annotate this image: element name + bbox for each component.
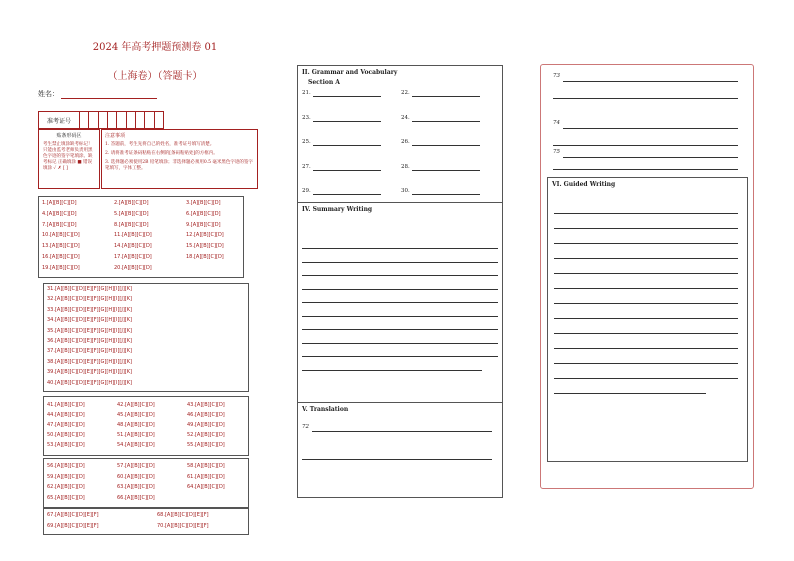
answer-option-row[interactable]: 14.[A][B][C][D] xyxy=(114,243,152,250)
answer-option-row[interactable]: 48.[A][B][C][D] xyxy=(117,422,155,428)
section-guided-title: VI. Guided Writing xyxy=(552,181,616,188)
answer-option-row[interactable]: 32.[A][B][C][D][E][F][G][H][I][J][K] xyxy=(47,296,132,303)
answer-option-row[interactable]: 9.[A][B][C][D] xyxy=(186,221,221,228)
name-label: 姓名： xyxy=(38,90,59,98)
exam-number-box xyxy=(38,111,164,129)
exam-number-cell[interactable] xyxy=(145,112,154,128)
question-number: 72 xyxy=(302,424,309,430)
answer-line[interactable] xyxy=(563,81,738,82)
section-grammar-title: II. Grammar and Vocabulary xyxy=(302,69,398,76)
answer-line[interactable] xyxy=(302,329,498,330)
barcode-mark-box xyxy=(38,129,100,189)
answer-line[interactable] xyxy=(302,370,482,371)
answer-line[interactable] xyxy=(554,363,738,364)
answer-option-row[interactable]: 8.[A][B][C][D] xyxy=(114,221,149,228)
exam-number-label: 准考证号 xyxy=(39,112,80,128)
section-translation-title: V. Translation xyxy=(302,406,349,413)
answer-line[interactable] xyxy=(302,343,498,344)
answer-line[interactable] xyxy=(412,170,480,171)
mc-block-5 xyxy=(43,508,249,535)
answer-line[interactable] xyxy=(412,121,480,122)
exam-number-cell[interactable] xyxy=(108,112,117,128)
answer-option-row[interactable]: 6.[A][B][C][D] xyxy=(186,210,221,217)
answer-option-row[interactable]: 49.[A][B][C][D] xyxy=(187,422,225,428)
answer-option-row[interactable]: 42.[A][B][C][D] xyxy=(117,402,155,408)
answer-line[interactable] xyxy=(554,393,706,394)
answer-line[interactable] xyxy=(554,333,738,334)
mc-block-1 xyxy=(38,196,244,278)
answer-option-row[interactable]: 68.[A][B][C][D][E][F] xyxy=(157,512,209,518)
answer-option-row[interactable]: 31.[A][B][C][D][E][F][G][H][I][J][K] xyxy=(47,286,132,292)
answer-line[interactable] xyxy=(302,302,498,303)
mc-block-2 xyxy=(43,283,249,392)
exam-number-cell[interactable] xyxy=(117,112,126,128)
answer-line[interactable] xyxy=(302,275,498,276)
answer-option-row[interactable]: 56.[A][B][C][D] xyxy=(47,463,85,469)
answer-line[interactable] xyxy=(302,316,498,317)
answer-option-row[interactable]: 13.[A][B][C][D] xyxy=(42,243,80,250)
page-subtitle: （上海卷）（答题卡） xyxy=(107,71,203,82)
notes-item: 3. 选择题必须使用2B 铅笔填涂；非选择题必须用0.5 毫米黑色字迹的签字笔填写，字体工整。 xyxy=(105,160,253,171)
answer-line[interactable] xyxy=(553,169,738,170)
answer-option-row[interactable]: 35.[A][B][C][D][E][F][G][H][I][J][K] xyxy=(47,327,132,334)
page-title: 2024 年高考押题预测卷 01 xyxy=(92,42,218,53)
section-translation xyxy=(297,402,503,498)
barcode-heading: 贴条形码区 xyxy=(56,133,82,139)
answer-option-row[interactable]: 53.[A][B][C][D] xyxy=(47,442,85,448)
section-grammar xyxy=(297,65,503,204)
mc-block-4 xyxy=(43,458,249,508)
answer-option-row[interactable]: 17.[A][B][C][D] xyxy=(114,254,152,260)
barcode-text: 考生禁止填涂缺考标记！只能由监考老师负责用黑色字迹的签字笔填涂。缺考标记 正确填涂 ■ 错误填涂 ✓ ✗ [ ] xyxy=(43,142,93,171)
answer-line[interactable] xyxy=(563,128,738,129)
answer-option-row[interactable]: 47.[A][B][C][D] xyxy=(47,422,85,428)
notes-heading: 注意事项 xyxy=(105,133,126,139)
question-number: 30. xyxy=(401,188,410,194)
answer-option-row[interactable]: 4.[A][B][C][D] xyxy=(42,210,77,217)
answer-line[interactable] xyxy=(313,170,381,171)
question-number: 22. xyxy=(401,90,410,96)
answer-line[interactable] xyxy=(302,356,498,357)
answer-option-row[interactable]: 3.[A][B][C][D] xyxy=(186,200,221,206)
exam-number-cell[interactable] xyxy=(127,112,136,128)
answer-line[interactable] xyxy=(554,273,738,274)
answer-option-row[interactable]: 55.[A][B][C][D] xyxy=(187,442,225,448)
answer-option-row[interactable]: 51.[A][B][C][D] xyxy=(117,432,155,438)
answer-line[interactable] xyxy=(312,431,492,432)
answer-option-row[interactable]: 46.[A][B][C][D] xyxy=(187,412,225,418)
exam-number-cell[interactable] xyxy=(136,112,145,128)
answer-option-row[interactable]: 2.[A][B][C][D] xyxy=(114,200,149,206)
exam-number-cell[interactable] xyxy=(155,112,163,128)
answer-option-row[interactable]: 65.[A][B][C][D] xyxy=(47,494,85,501)
answer-option-row[interactable]: 33.[A][B][C][D][E][F][G][H][I][J][K] xyxy=(47,306,132,313)
answer-line[interactable] xyxy=(554,303,738,304)
answer-option-row[interactable]: 40.[A][B][C][D][E][F][G][H][I][J][K] xyxy=(47,379,132,386)
answer-option-row[interactable]: 54.[A][B][C][D] xyxy=(117,442,155,448)
question-number: 21. xyxy=(302,90,311,96)
answer-line[interactable] xyxy=(554,318,738,319)
section-guided-writing xyxy=(547,177,748,462)
question-number: 29. xyxy=(302,188,311,194)
answer-line[interactable] xyxy=(302,262,498,263)
answer-option-row[interactable]: 43.[A][B][C][D] xyxy=(187,402,225,408)
answer-option-row[interactable]: 66.[A][B][C][D] xyxy=(117,494,155,501)
answer-line[interactable] xyxy=(313,121,381,122)
answer-option-row[interactable]: 15.[A][B][C][D] xyxy=(186,243,224,250)
answer-option-row[interactable]: 61.[A][B][C][D] xyxy=(187,473,225,480)
answer-line[interactable] xyxy=(313,145,381,146)
section-summary-title: IV. Summary Writing xyxy=(302,206,373,213)
answer-line[interactable] xyxy=(554,348,738,349)
answer-option-row[interactable]: 70.[A][B][C][D][E][F] xyxy=(157,522,209,529)
answer-option-row[interactable]: 58.[A][B][C][D] xyxy=(187,463,225,469)
answer-option-row[interactable]: 44.[A][B][C][D] xyxy=(47,412,85,418)
answer-line[interactable] xyxy=(412,145,480,146)
answer-line[interactable] xyxy=(302,289,498,290)
answer-option-row[interactable]: 67.[A][B][C][D][E][F] xyxy=(47,512,99,518)
answer-option-row[interactable]: 20.[A][B][C][D] xyxy=(114,264,152,271)
question-number: 73 xyxy=(553,73,560,79)
answer-option-row[interactable]: 10.[A][B][C][D] xyxy=(42,232,80,239)
answer-option-row[interactable]: 39.[A][B][C][D][E][F][G][H][I][J][K] xyxy=(47,369,132,376)
answer-line[interactable] xyxy=(302,248,498,249)
answer-line[interactable] xyxy=(554,213,738,214)
question-number: 28. xyxy=(401,163,410,170)
answer-line[interactable] xyxy=(554,288,738,289)
question-number: 75 xyxy=(553,149,560,155)
answer-option-row[interactable]: 12.[A][B][C][D] xyxy=(186,232,224,239)
notes-item: 2. 请将准考证条码粘贴在右侧的[条码粘贴处]的方框内。 xyxy=(105,151,218,156)
section-grammar-sub: Section A xyxy=(308,79,340,86)
answer-line[interactable] xyxy=(412,96,480,97)
answer-line[interactable] xyxy=(554,258,738,259)
question-number: 74 xyxy=(553,120,560,126)
answer-option-row[interactable]: 57.[A][B][C][D] xyxy=(117,463,155,469)
answer-option-row[interactable]: 59.[A][B][C][D] xyxy=(47,473,85,480)
answer-option-row[interactable]: 11.[A][B][C][D] xyxy=(114,232,152,239)
answer-option-row[interactable]: 7.[A][B][C][D] xyxy=(42,221,77,228)
question-number: 26. xyxy=(401,139,410,145)
mc-block-3 xyxy=(43,396,249,456)
answer-option-row[interactable]: 60.[A][B][C][D] xyxy=(117,473,155,480)
answer-line[interactable] xyxy=(553,98,738,99)
name-field[interactable] xyxy=(61,91,157,99)
exam-number-cell[interactable] xyxy=(99,112,108,128)
question-number: 27. xyxy=(302,163,311,170)
answer-option-row[interactable]: 50.[A][B][C][D] xyxy=(47,432,85,438)
answer-line[interactable] xyxy=(563,157,738,158)
answer-option-row[interactable]: 52.[A][B][C][D] xyxy=(187,432,225,438)
answer-option-row[interactable]: 36.[A][B][C][D][E][F][G][H][I][J][K] xyxy=(47,338,132,344)
notes-box xyxy=(101,129,258,189)
answer-option-row[interactable]: 37.[A][B][C][D][E][F][G][H][I][J][K] xyxy=(47,348,132,355)
answer-line[interactable] xyxy=(554,243,738,244)
exam-number-cell[interactable] xyxy=(80,112,89,128)
question-number: 24. xyxy=(401,114,410,121)
answer-option-row[interactable]: 69.[A][B][C][D][E][F] xyxy=(47,522,99,529)
notes-item: 1. 答题前，考生先将自己的姓名，准考证号填写清楚。 xyxy=(105,142,215,147)
answer-line[interactable] xyxy=(412,194,480,195)
answer-option-row[interactable]: 41.[A][B][C][D] xyxy=(47,402,85,408)
question-number: 25. xyxy=(302,139,311,145)
answer-option-row[interactable]: 45.[A][B][C][D] xyxy=(117,412,155,418)
section-summary xyxy=(297,202,503,404)
answer-option-row[interactable]: 18.[A][B][C][D] xyxy=(186,254,224,260)
answer-option-row[interactable]: 1.[A][B][C][D] xyxy=(42,200,77,206)
answer-option-row[interactable]: 62.[A][B][C][D] xyxy=(47,484,85,490)
translation-continued xyxy=(550,73,745,173)
answer-option-row[interactable]: 63.[A][B][C][D] xyxy=(117,484,155,490)
answer-line[interactable] xyxy=(313,194,381,195)
name-row xyxy=(38,89,157,99)
answer-line[interactable] xyxy=(553,145,738,146)
answer-line[interactable] xyxy=(554,228,738,229)
answer-option-row[interactable]: 34.[A][B][C][D][E][F][G][H][I][J][K] xyxy=(47,317,132,324)
answer-option-row[interactable]: 19.[A][B][C][D] xyxy=(42,264,80,271)
answer-option-row[interactable]: 64.[A][B][C][D] xyxy=(187,484,225,490)
answer-option-row[interactable]: 38.[A][B][C][D][E][F][G][H][I][J][K] xyxy=(47,358,132,365)
exam-number-cell[interactable] xyxy=(89,112,98,128)
question-number: 23. xyxy=(302,114,311,121)
answer-option-row[interactable]: 16.[A][B][C][D] xyxy=(42,254,80,260)
answer-line[interactable] xyxy=(554,378,738,379)
answer-option-row[interactable]: 5.[A][B][C][D] xyxy=(114,210,149,217)
answer-line[interactable] xyxy=(313,96,381,97)
answer-line[interactable] xyxy=(302,459,492,460)
